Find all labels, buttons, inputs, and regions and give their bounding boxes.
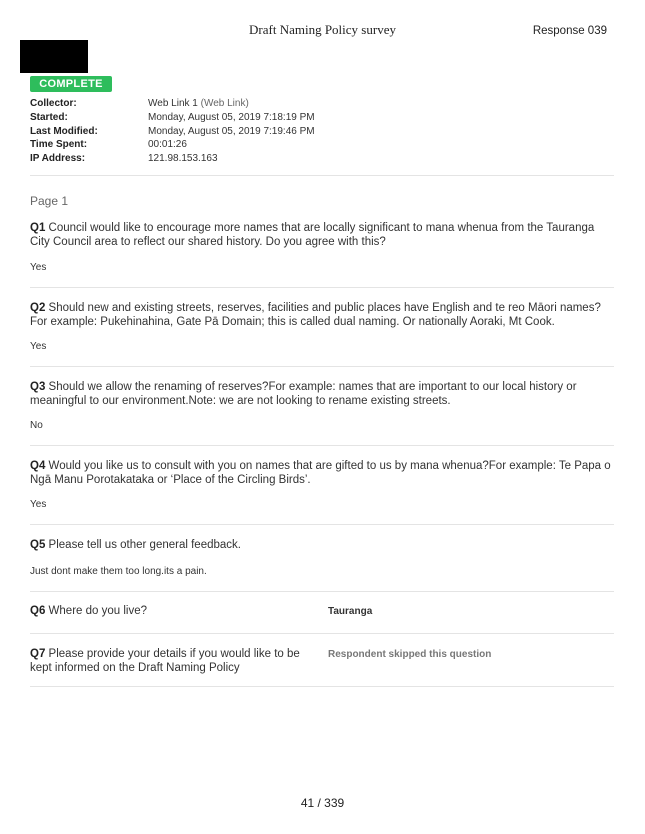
collector-row xyxy=(30,97,315,111)
last-modified-label: Last Modified: xyxy=(30,125,98,137)
divider xyxy=(30,524,614,525)
collector-type: (Web Link) xyxy=(200,98,249,109)
collector-value xyxy=(148,97,249,111)
question-text: Should new and existing streets, reserves, facilities and public places have English and te reo Māori names?For example: Pukehinahina, Gate Pā Domain; this is called dual naming. Or nationally Aoraki, Mt Cook. xyxy=(30,302,601,328)
question-number: Q3 xyxy=(30,381,46,393)
question-number: Q5 xyxy=(30,539,46,551)
redacted-block xyxy=(20,40,88,73)
last-modified-value: Monday, August 05, 2019 7:19:46 PM xyxy=(148,125,315,137)
answer-3: No xyxy=(30,420,43,431)
started-label: Started: xyxy=(30,111,68,123)
question-text: Should we allow the renaming of reserves?For example: names that are important to our local history or meaningful to our environment.Note: we are not looking to rename existing streets. xyxy=(30,381,577,407)
answer-7-skipped: Respondent skipped this question xyxy=(328,649,492,660)
question-7 xyxy=(30,647,310,675)
question-4 xyxy=(30,459,614,487)
response-metadata xyxy=(30,97,315,166)
started-row xyxy=(30,111,315,125)
question-1 xyxy=(30,221,614,249)
question-number: Q4 xyxy=(30,460,46,472)
divider xyxy=(30,686,614,687)
started-value: Monday, August 05, 2019 7:18:19 PM xyxy=(148,111,315,123)
survey-title: Draft Naming Policy survey xyxy=(249,22,396,37)
divider xyxy=(30,591,614,592)
collector-name: Web Link 1 xyxy=(148,98,198,109)
page-label: Page 1 xyxy=(30,194,69,208)
divider xyxy=(30,366,614,367)
status-badge: COMPLETE xyxy=(30,76,112,92)
divider xyxy=(30,287,614,288)
answer-6: Tauranga xyxy=(328,606,373,617)
divider xyxy=(30,175,614,176)
question-number: Q2 xyxy=(30,302,46,314)
question-text: Where do you live? xyxy=(48,605,147,617)
time-spent-row xyxy=(30,138,315,152)
question-3 xyxy=(30,380,614,408)
question-2 xyxy=(30,301,614,329)
time-spent-label: Time Spent: xyxy=(30,139,88,151)
answer-4: Yes xyxy=(30,499,47,510)
divider xyxy=(30,633,614,634)
question-number: Q1 xyxy=(30,222,46,234)
question-number: Q6 xyxy=(30,605,46,617)
divider xyxy=(30,445,614,446)
answer-5: Just dont make them too long.its a pain. xyxy=(30,566,207,577)
question-6 xyxy=(30,604,310,618)
ip-address-row xyxy=(30,152,315,166)
question-text: Council would like to encourage more names that are locally significant to mana whenua from the Tauranga City Council area to reflect our shared history. Do you agree with this? xyxy=(30,222,595,248)
question-text: Would you like us to consult with you on names that are gifted to us by mana whenua?For example: Te Papa o Ngā Manu Porotakataka or ‘Place of the Circling Birds’. xyxy=(30,460,611,486)
question-number: Q7 xyxy=(30,648,46,660)
ip-address-value: 121.98.153.163 xyxy=(148,153,218,165)
time-spent-value: 00:01:26 xyxy=(148,139,187,151)
last-modified-row xyxy=(30,125,315,139)
answer-1: Yes xyxy=(30,262,47,273)
question-text: Please tell us other general feedback. xyxy=(48,539,241,551)
question-5 xyxy=(30,538,614,552)
ip-address-label: IP Address: xyxy=(30,153,86,165)
question-text: Please provide your details if you would like to be kept informed on the Draft Naming Policy xyxy=(30,648,300,674)
page-number: 41 / 339 xyxy=(300,796,345,810)
response-id: Response 039 xyxy=(532,25,607,37)
answer-2: Yes xyxy=(30,341,47,352)
collector-label: Collector: xyxy=(30,98,77,109)
